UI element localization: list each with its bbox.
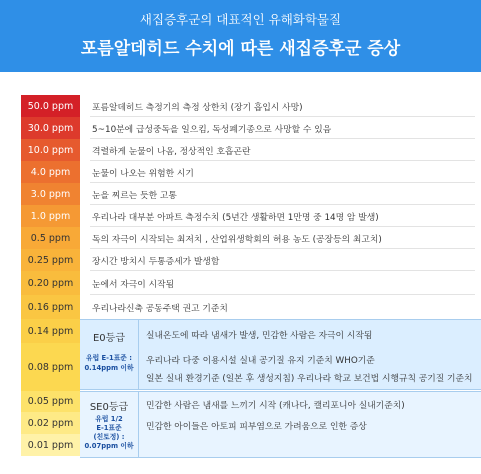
symptom-text: 격렬하게 눈물이 나옴, 정상적인 호흡곤란 xyxy=(92,146,251,157)
se0-standard-line: 유럽 1/2 xyxy=(95,415,123,423)
header-banner xyxy=(0,0,481,72)
se0-grade-column xyxy=(80,392,139,457)
e0-description: 실내온도에 따라 냄새가 발생, 민감한 사람은 자극이 시작됨 xyxy=(146,331,373,341)
level-cell: 1.0 ppm xyxy=(21,205,80,227)
table-row xyxy=(21,295,481,319)
level-cell: 0.05 ppm xyxy=(21,391,80,412)
level-cell: 0.5 ppm xyxy=(21,227,80,249)
level-cell: 50.0 ppm xyxy=(21,95,80,117)
se0-standard-line: (친토정) : xyxy=(93,433,125,441)
level-cell: 0.02 ppm xyxy=(21,412,80,434)
level-cell: 30.0 ppm xyxy=(21,117,80,139)
level-cell: 0.25 ppm xyxy=(21,249,80,271)
symptom-text: 포름알데히드 측정기의 측정 상한치 (장기 흡입시 사망) xyxy=(92,102,303,113)
se0-standard-line: E-1표준 xyxy=(96,424,122,432)
symptom-text: 우리나라 대부분 아파트 측정수치 (5년간 생활하면 1만명 중 14명 암 발생) xyxy=(92,212,379,223)
table-row xyxy=(21,183,481,205)
level-cell: 0.16 ppm xyxy=(21,295,80,319)
level-cell: 0.14 ppm xyxy=(21,319,80,343)
symptom-text: 5~10분에 급성중독을 일으킴, 독성폐기종으로 사망할 수 있음 xyxy=(92,124,332,135)
se0-description: 민감한 아이들은 아토피 피부염으로 가려움으로 인한 증상 xyxy=(146,422,367,432)
symptom-text: 독의 자극이 시작되는 최저치 , 산업위생학회의 허용 농도 (공장등의 최고치) xyxy=(92,234,382,245)
table-row xyxy=(21,139,481,161)
level-cell: 0.20 ppm xyxy=(21,271,80,295)
header-subtitle: 새집증후군의 대표적인 유해화학물질 xyxy=(139,12,342,27)
level-cell: 10.0 ppm xyxy=(21,139,80,161)
table-row xyxy=(21,271,481,295)
se0-grade-title: SE0등급 xyxy=(89,402,129,413)
e0-grade-column xyxy=(80,320,139,389)
symptom-text: 우리나라신축 공동주택 권고 기준치 xyxy=(92,303,228,314)
e0-description: 일본 실내 환경기준 (일본 후 생성지침) 우리나라 학교 보건법 시행규칙 공기질 기준치 xyxy=(146,374,473,384)
table-row xyxy=(21,161,481,183)
level-cell: 4.0 ppm xyxy=(21,161,80,183)
symptom-text: 눈물이 나오는 위험한 시기 xyxy=(92,168,194,179)
e0-grade-title: E0등급 xyxy=(92,333,125,344)
e0-grade-box xyxy=(80,319,481,390)
table-row xyxy=(21,205,481,227)
e0-standard-line: 0.14ppm 이하 xyxy=(84,364,134,372)
symptom-text: 장시간 방치시 두통증세가 발생함 xyxy=(92,256,220,267)
level-cell: 3.0 ppm xyxy=(21,183,80,205)
e0-standard-line: 유럽 E-1표준 : xyxy=(86,354,132,362)
table-row xyxy=(21,249,481,271)
se0-standard-line: 0.07ppm 이하 xyxy=(84,442,134,450)
table-row xyxy=(21,227,481,249)
e0-description: 우리나라 다중 이용시설 실내 공기질 유지 기준치 WHO기준 xyxy=(146,356,375,366)
symptom-text: 눈을 찌르는 듯한 고통 xyxy=(92,190,177,201)
level-cell: 0.08 ppm xyxy=(21,343,80,391)
symptom-text: 눈에서 자극이 시작됨 xyxy=(92,279,175,290)
header-title: 포름알데히드 수치에 따른 새집증후군 증상 xyxy=(80,39,401,59)
table-row xyxy=(21,95,481,117)
se0-grade-box xyxy=(80,391,481,458)
table-row xyxy=(21,117,481,139)
level-cell: 0.01 ppm xyxy=(21,434,80,456)
se0-description: 민감한 사람은 냄새를 느끼기 시작 (캐나다, 캘리포니아 실내기준치) xyxy=(146,401,405,411)
